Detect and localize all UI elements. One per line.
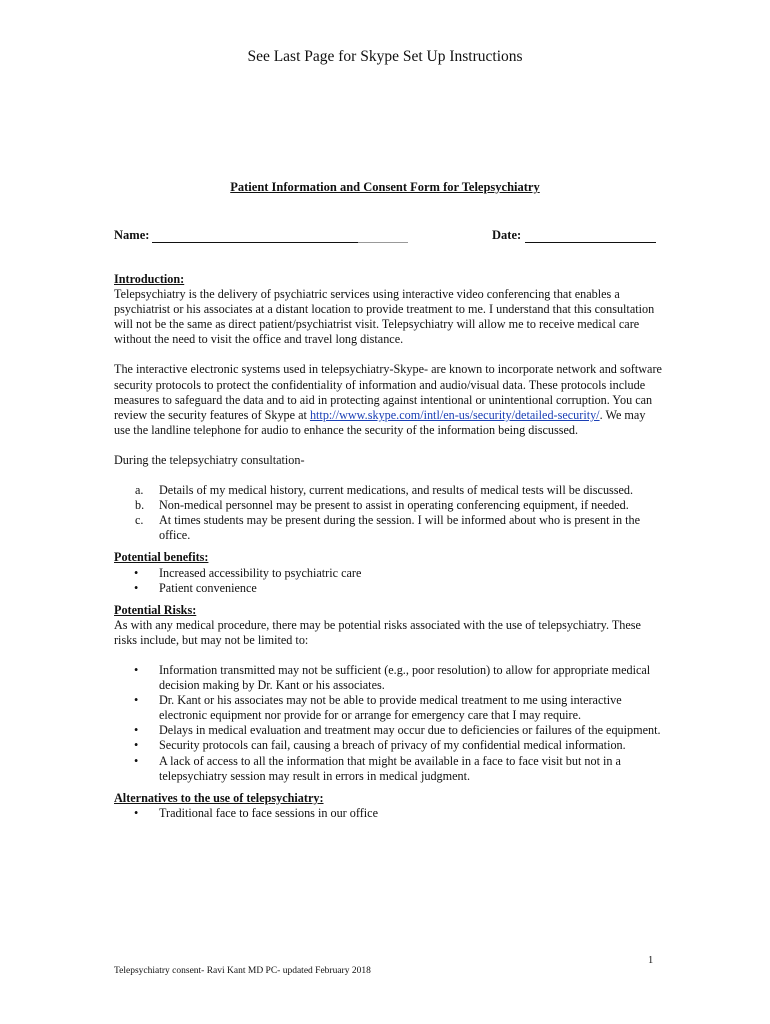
list-item (114, 581, 662, 596)
bullet-icon: • (134, 693, 139, 708)
list-item-text: At times students may be present during the session. I will be informed about who is present in the office. (159, 513, 640, 543)
list-item (114, 806, 662, 821)
page-number: 1 (648, 955, 654, 966)
list-item-text: Increased accessibility to psychiatric care (159, 565, 362, 580)
skype-instructions-note: See Last Page for Skype Set Up Instructions (247, 48, 523, 65)
page-footer: Telepsychiatry consent- Ravi Kant MD PC- updated February 2018 (114, 966, 371, 976)
name-label: Name: (114, 228, 150, 242)
risks-list (114, 663, 662, 784)
list-item (114, 693, 662, 723)
bullet-icon: • (134, 738, 139, 753)
date-field[interactable] (525, 242, 656, 243)
list-item (114, 738, 662, 753)
consent-body (114, 272, 662, 821)
introduction-heading: Introduction: (114, 272, 185, 286)
list-item-text: Traditional face to face sessions in our office (159, 805, 378, 820)
benefits-list (114, 566, 662, 596)
list-item (114, 498, 662, 513)
name-field[interactable] (152, 242, 358, 243)
list-item (114, 754, 662, 784)
list-item-text: Patient convenience (159, 580, 257, 595)
security-text-end: . We may use the landline telephone for audio to enhance the security of the information being discussed. (114, 407, 646, 437)
alternatives-list (114, 806, 662, 821)
name-field-extension (358, 242, 408, 243)
list-item (114, 723, 662, 738)
list-item (114, 483, 662, 498)
list-item (114, 566, 662, 581)
skype-security-link[interactable]: http://www.skype.com/intl/en-us/security/detailed-security/ (309, 407, 600, 422)
bullet-icon: • (134, 662, 139, 677)
date-label: Date: (492, 228, 522, 242)
security-paragraph (114, 362, 662, 437)
risks-heading: Potential Risks: (114, 602, 197, 617)
bullet-icon: • (134, 723, 139, 738)
list-marker: b. (135, 498, 145, 513)
introduction-paragraph: Telepsychiatry is the delivery of psychiatric services using interactive video conferencing that enables a psychiatrist or his associates at a distant location to provide treatment to me. I understand that this consultation will not be the same as direct patient/psychiatrist visit. Telepsychiatry will allow me to receive medical care without the need to visit the office and travel long distance. (114, 287, 655, 347)
bullet-icon: • (134, 805, 139, 820)
list-item (114, 513, 662, 543)
alternatives-heading: Alternatives to the use of telepsychiatry: (114, 790, 324, 805)
risks-intro: As with any medical procedure, there may be potential risks associated with the use of telepsychiatry. These risks include, but may not be limited to: (114, 617, 641, 647)
benefits-heading: Potential benefits: (114, 550, 209, 565)
list-item-text: A lack of access to all the information that might be available in a face to face visit but not in a telepsychiatry session may result in errors in medical judgment. (159, 753, 621, 783)
security-text: The interactive electronic systems used in telepsychiatry-Skype- are known to incorporate network and software security protocols to protect the confidentiality of information and audio/visual data. These protocols include measures to safeguard the data and to aid in protecting against intentional or unintentional corruption. You can review the security features of Skype at (114, 362, 662, 422)
list-item-text: Security protocols can fail, causing a breach of privacy of my confidential medical information. (159, 738, 626, 753)
bullet-icon: • (134, 580, 139, 595)
consultation-list (114, 483, 662, 543)
list-item-text: Details of my medical history, current medications, and results of medical tests will be discussed. (159, 483, 634, 498)
list-marker: a. (135, 483, 144, 498)
list-item-text: Dr. Kant or his associates may not be able to provide medical treatment to me using interactive electronic equipment nor provide for or arrange for emergency care that I may require. (159, 693, 622, 723)
list-item (114, 663, 662, 693)
bullet-icon: • (134, 565, 139, 580)
list-marker: c. (135, 513, 144, 528)
list-item-text: Non-medical personnel may be present to assist in operating conferencing equipment, if needed. (159, 498, 629, 513)
form-title: Patient Information and Consent Form for Telepsychiatry (230, 180, 540, 194)
bullet-icon: • (134, 753, 139, 768)
consultation-intro: During the telepsychiatry consultation- (114, 452, 305, 467)
list-item-text: Information transmitted may not be sufficient (e.g., poor resolution) to allow for appropriate medical decision making by Dr. Kant or his associates. (159, 662, 651, 693)
list-item-text: Delays in medical evaluation and treatment may occur due to deficiencies or failures of the equipment. (159, 723, 661, 738)
